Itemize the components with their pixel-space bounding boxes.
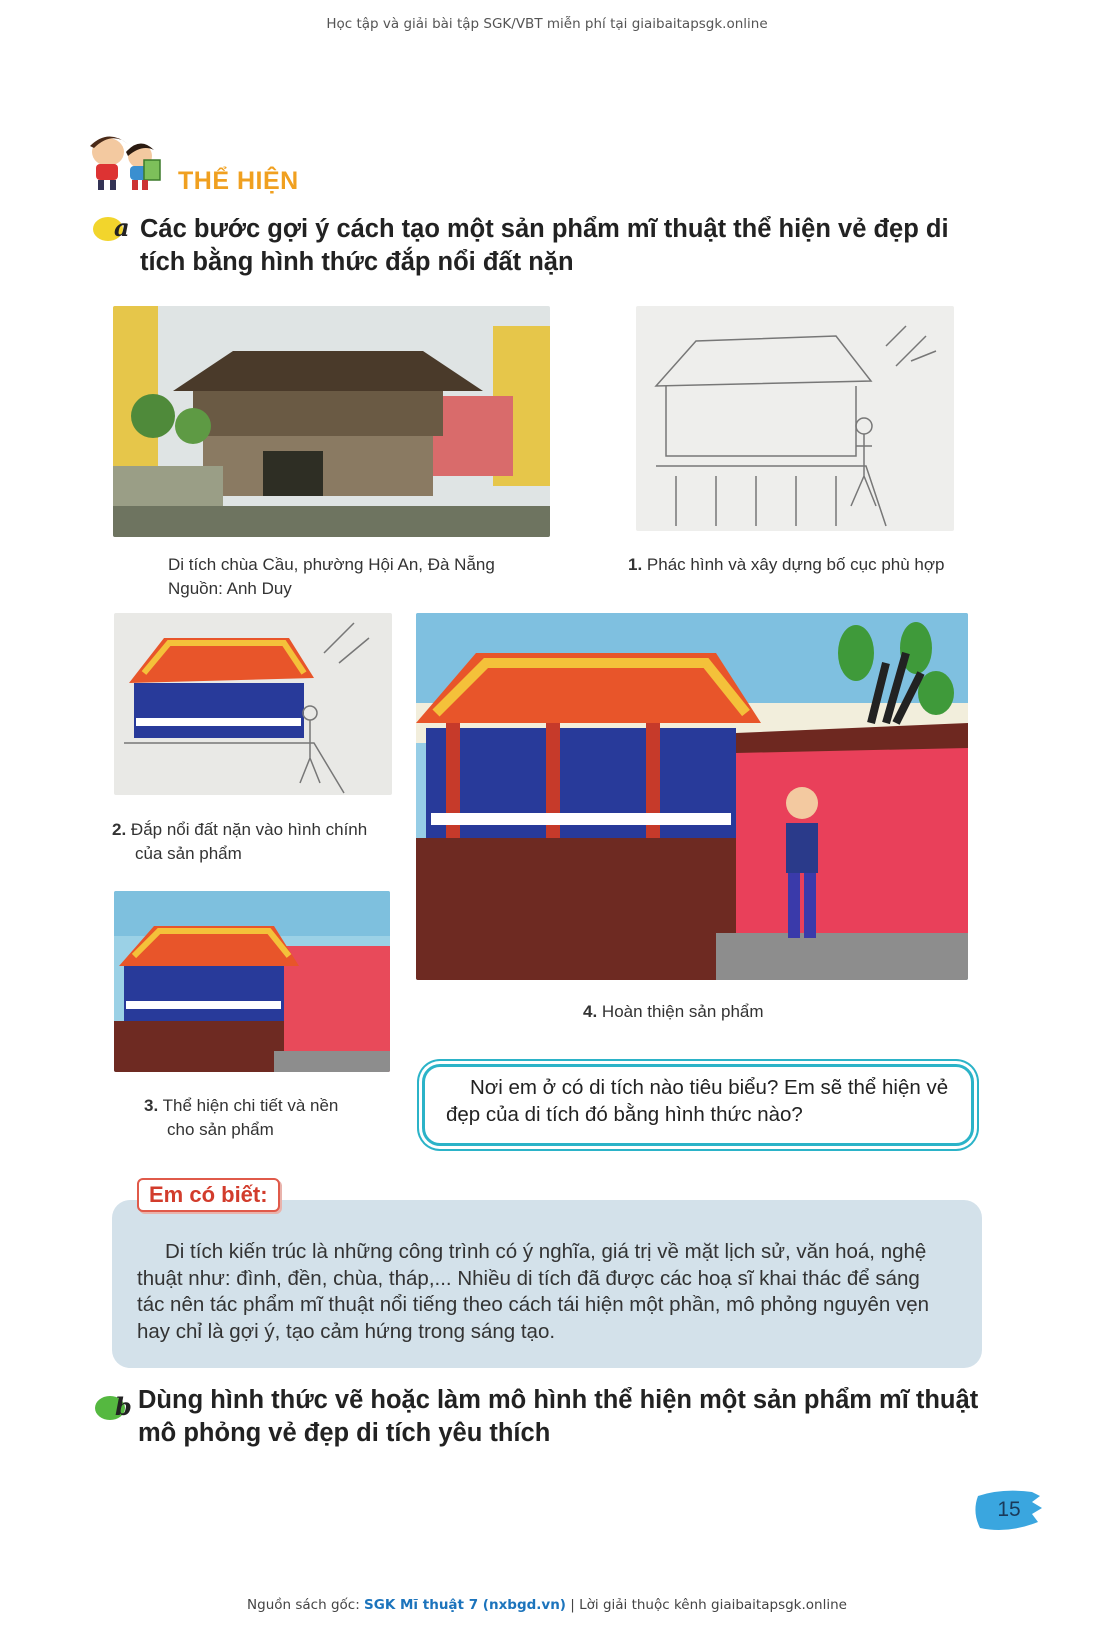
- step3-clay-image: [114, 891, 390, 1072]
- task-b-marker-icon: [94, 1389, 132, 1423]
- step4-text: Hoàn thiện sản phẩm: [601, 1002, 764, 1021]
- header-note: Học tập và giải bài tập SGK/VBT miễn phí tại giaibaitapsgk.online: [326, 16, 768, 32]
- step1-caption: [628, 553, 988, 577]
- task-b-title: [138, 1384, 988, 1450]
- task-a-title-line1: Các bước gợi ý cách tạo một sản phẩm mĩ thuật thể hiện vẻ đẹp di: [140, 215, 949, 243]
- bridge-photo: [113, 306, 550, 537]
- step4-finished-image: [416, 613, 968, 980]
- step1-number: 1.: [628, 555, 643, 574]
- footer-prefix: Nguồn sách gốc:: [247, 1597, 365, 1613]
- step1-text: Phác hình và xây dựng bố cục phù hợp: [646, 555, 945, 574]
- footer-suffix: | Lời giải thuộc kênh giaibaitapsgk.online: [565, 1597, 847, 1613]
- svg-text:b: b: [115, 1392, 132, 1421]
- task-b-title-line1: Dùng hình thức vẽ hoặc làm mô hình thể hiện một sản phẩm mĩ thuật: [138, 1386, 979, 1414]
- task-b-title-line2: mô phỏng vẻ đẹp di tích yêu thích: [138, 1419, 551, 1447]
- step3-line1: Thể hiện chi tiết và nền: [162, 1096, 339, 1115]
- task-a-title: [140, 213, 980, 279]
- footer-note: [0, 1597, 1094, 1613]
- info-text: Di tích kiến trúc là những công trình có ý nghĩa, giá trị về mặt lịch sử, văn hoá, nghệ thuật như: đình, đền, chùa, tháp,... Nhiều di tích đã được các hoạ sĩ khai thác để sáng tác nên tác phẩm mĩ thuật nổi tiếng theo cách tái hiện một phần, mô phỏng nguyên vẹn hay chỉ là gợi ý, tạo cảm hứng trong sáng tạo.: [137, 1240, 930, 1343]
- step2-caption: [112, 818, 402, 866]
- step3-line2: cho sản phẩm: [167, 1120, 274, 1139]
- info-tag: Em có biết:: [137, 1178, 280, 1212]
- step4-caption: [583, 1000, 883, 1024]
- task-a-marker-icon: [92, 210, 130, 244]
- footer-source-link[interactable]: SGK Mĩ thuật 7 (nxbgd.vn): [364, 1597, 566, 1613]
- task-a-title-line2: tích bằng hình thức đắp nổi đất nặn: [140, 248, 574, 276]
- photo-caption: [168, 553, 548, 601]
- step2-line1: Đắp nổi đất nặn vào hình chính: [130, 820, 368, 839]
- step3-number: 3.: [144, 1096, 159, 1115]
- kids-mascot-icon: [82, 130, 168, 192]
- step1-sketch-image: [636, 306, 954, 531]
- page-number: 15: [997, 1498, 1021, 1521]
- step2-number: 2.: [112, 820, 127, 839]
- page-number-badge: [978, 1488, 1048, 1534]
- photo-caption-line2: Nguồn: Anh Duy: [168, 579, 292, 598]
- svg-text:a: a: [114, 213, 130, 242]
- step4-number: 4.: [583, 1002, 598, 1021]
- step3-caption: [144, 1094, 404, 1142]
- section-title: THỂ HIỆN: [178, 167, 299, 195]
- step2-line2: của sản phẩm: [135, 844, 242, 863]
- photo-caption-line1: Di tích chùa Cầu, phường Hội An, Đà Nẵng: [168, 555, 495, 574]
- step2-clay-image: [114, 613, 392, 795]
- question-text: Nơi em ở có di tích nào tiêu biểu? Em sẽ thể hiện vẻ đẹp của di tích đó bằng hình thức nào?: [446, 1076, 949, 1126]
